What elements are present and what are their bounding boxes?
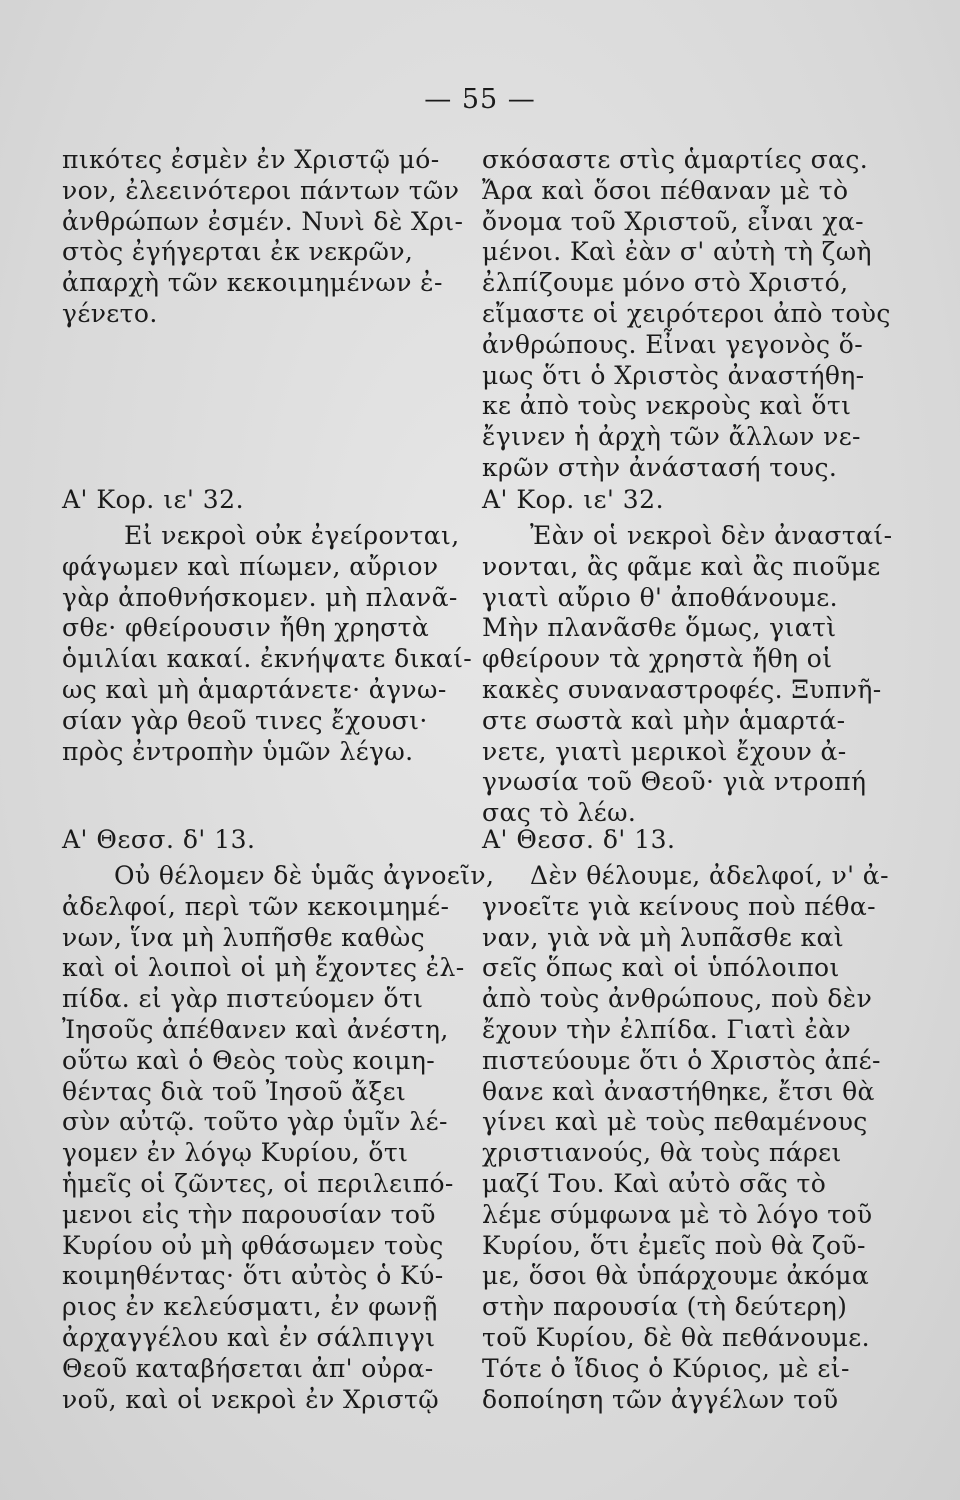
text-line: ὁμιλίαι κακαί. ἐκνήψατε δικαί-: [62, 644, 473, 674]
text-line: ἀδελφοί, περὶ τῶν κεκοιμημέ-: [62, 891, 450, 921]
text-line: ναν, γιὰ νὰ μὴ λυπᾶσθε καὶ: [482, 922, 845, 952]
text-line: Κυρίου, ὅτι ἐμεῖς ποὺ θὰ ζοῦ-: [482, 1230, 866, 1260]
text-line: ἔγινεν ἡ ἀρχὴ τῶν ἄλλων νε-: [482, 422, 861, 452]
text-line: Ἄρα καὶ ὅσοι πέθαναν μὲ τὸ: [482, 175, 849, 205]
text-line: γένετο.: [62, 298, 158, 328]
text-line: ριος ἐν κελεύσματι, ἐν φωνῇ: [62, 1292, 438, 1322]
text-line: ἔχουν τὴν ἐλπίδα. Γιατὶ ἐὰν: [482, 1014, 852, 1044]
left-intro-paragraph: [62, 145, 464, 330]
right-reference-2: Α' Θεσσ. δ' 13.: [482, 825, 676, 854]
text-line: γὰρ ἀποθνήσκομεν. μὴ πλανᾶ-: [62, 582, 458, 612]
text-line: ἀπὸ τοὺς ἀνθρώπους, ποὺ δὲν: [482, 984, 873, 1014]
text-line: πικότες ἐσμὲν ἐν Χριστῷ μό-: [62, 145, 440, 174]
text-line: πρὸς ἐντροπὴν ὑμῶν λέγω.: [62, 736, 414, 766]
text-line: στὸς ἐγήγερται ἐκ νεκρῶν,: [62, 237, 414, 267]
text-line: Δὲν θέλουμε, ἀδελφοί, ν' ἀ-: [530, 861, 889, 890]
text-line: Ἐὰν οἱ νεκροὶ δὲν ἀνασταί-: [530, 521, 893, 550]
text-line: σίαν γὰρ θεοῦ τινες ἔχουσι·: [62, 705, 428, 735]
text-line: μένοι. Καὶ ἐὰν σ' αὐτὴ τὴ ζωὴ: [482, 237, 872, 267]
text-line: νετε, γιατὶ μερικοὶ ἔχουν ἀ-: [482, 736, 847, 766]
text-line: φάγωμεν καὶ πίωμεν, αὔριον: [62, 551, 439, 581]
text-line: ὄνομα τοῦ Χριστοῦ, εἶναι χα-: [482, 206, 865, 236]
text-line: Εἰ νεκροὶ οὐκ ἐγείρονται,: [124, 521, 460, 550]
text-line: δοποίηση τῶν ἀγγέλων τοῦ: [482, 1384, 839, 1414]
text-line: νοῦ, καὶ οἱ νεκροὶ ἐν Χριστῷ: [62, 1384, 440, 1414]
text-line: μαζί Του. Καὶ αὐτὸ σᾶς τὸ: [482, 1168, 827, 1198]
text-line: οὕτω καὶ ὁ Θεὸς τοὺς κοιμη-: [62, 1045, 436, 1075]
text-line: φθείρουν τὰ χρηστὰ ἤθη οἱ: [482, 644, 833, 674]
text-line: νον, ἐλεεινότεροι πάντων τῶν: [62, 175, 460, 205]
text-line: λέμε σύμφωνα μὲ τὸ λόγο τοῦ: [482, 1199, 873, 1229]
left-verse-paragraph-2: [62, 861, 495, 1415]
text-line: Ἰησοῦς ἀπέθανεν καὶ ἀνέστη,: [62, 1014, 449, 1044]
text-line: κακὲς συναναστροφές. Ξυπνῆ-: [482, 674, 882, 704]
text-line: στὴν παρουσία (τὴ δεύτερη): [482, 1292, 848, 1322]
text-line: νων, ἵνα μὴ λυπῆσθε καθὼς: [62, 922, 426, 952]
text-line: Τότε ὁ ἴδιος ὁ Κύριος, μὲ εἰ-: [482, 1353, 850, 1383]
text-line: με, ὅσοι θὰ ὑπάρχουμε ἀκόμα: [482, 1261, 870, 1291]
text-line: ἀπαρχὴ τῶν κεκοιμημένων ἐ-: [62, 268, 443, 298]
right-verse-paragraph-1: [482, 521, 893, 829]
text-line: σθε· φθείρουσιν ἤθη χρηστὰ: [62, 613, 430, 643]
text-line: κρῶν στὴν ἀνάστασή τους.: [482, 452, 838, 482]
text-line: ἀνθρώπους. Εἶναι γεγονὸς ὅ-: [482, 329, 864, 359]
text-line: πιστεύουμε ὅτι ὁ Χριστὸς ἀπέ-: [482, 1045, 881, 1075]
text-line: γομεν ἐν λόγῳ Κυρίου, ὅτι: [62, 1138, 409, 1168]
page-number: — 55 —: [424, 84, 536, 115]
right-intro-paragraph: [482, 145, 891, 484]
text-line: γνωσία τοῦ Θεοῦ· γιὰ ντροπή: [482, 767, 867, 797]
text-line: σας τὸ λέω.: [482, 798, 637, 828]
text-line: Οὐ θέλομεν δὲ ὑμᾶς ἀγνοεῖν,: [114, 861, 495, 890]
text-line: μως ὅτι ὁ Χριστὸς ἀναστήθη-: [482, 360, 865, 390]
text-line: στε σωστὰ καὶ μὴν ἁμαρτά-: [482, 705, 846, 735]
text-line: γιατὶ αὔριο θ' ἀποθάνουμε.: [482, 582, 838, 612]
text-line: καὶ οἱ λοιποὶ οἱ μὴ ἔχοντες ἐλ-: [62, 953, 465, 983]
text-line: κοιμηθέντας· ὅτι αὐτὸς ὁ Κύ-: [62, 1261, 444, 1291]
text-line: ως καὶ μὴ ἁμαρτάνετε· ἀγνω-: [62, 674, 447, 704]
text-line: ἀρχαγγέλου καὶ ἐν σάλπιγγι: [62, 1322, 436, 1352]
text-line: Κυρίου οὐ μὴ φθάσωμεν τοὺς: [62, 1230, 444, 1260]
text-line: εἴμαστε οἱ χειρότεροι ἀπὸ τοὺς: [482, 298, 891, 328]
right-reference-1: Α' Κορ. ιε' 32.: [482, 485, 665, 514]
text-line: Μὴν πλανᾶσθε ὅμως, γιατὶ: [482, 613, 837, 643]
text-line: ἡμεῖς οἱ ζῶντες, οἱ περιλειπό-: [62, 1168, 454, 1198]
text-line: σὺν αὐτῷ. τοῦτο γὰρ ὑμῖν λέ-: [62, 1107, 448, 1137]
text-line: Θεοῦ καταβήσεται ἀπ' οὐρα-: [62, 1353, 434, 1383]
text-line: κε ἀπὸ τοὺς νεκροὺς καὶ ὅτι: [482, 391, 852, 421]
text-line: χριστιανούς, θὰ τοὺς πάρει: [482, 1138, 842, 1168]
text-line: πίδα. εἰ γὰρ πιστεύομεν ὅτι: [62, 984, 424, 1014]
text-line: γίνει καὶ μὲ τοὺς πεθαμένους: [482, 1107, 868, 1137]
left-reference-1: Α' Κορ. ιε' 32.: [62, 485, 245, 514]
text-line: σκόσαστε στὶς ἁμαρτίες σας.: [482, 145, 869, 174]
text-line: τοῦ Κυρίου, δὲ θὰ πεθάνουμε.: [482, 1322, 870, 1352]
text-line: σεῖς ὅπως καὶ οἱ ὑπόλοιποι: [482, 953, 840, 983]
left-verse-paragraph-1: [62, 521, 473, 767]
text-line: μενοι εἰς τὴν παρουσίαν τοῦ: [62, 1199, 436, 1229]
text-line: θανε καὶ ἀναστήθηκε, ἔτσι θὰ: [482, 1076, 875, 1106]
right-verse-paragraph-2: [482, 861, 887, 1415]
text-line: ἀνθρώπων ἐσμέν. Νυνὶ δὲ Χρι-: [62, 206, 464, 236]
text-line: ἐλπίζουμε μόνο στὸ Χριστό,: [482, 268, 849, 298]
left-reference-2: Α' Θεσσ. δ' 13.: [62, 825, 256, 854]
text-line: θέντας διὰ τοῦ Ἰησοῦ ἄξει: [62, 1076, 407, 1106]
text-line: νονται, ἂς φᾶμε καὶ ἂς πιοῦμε: [482, 551, 881, 581]
text-line: γνοεῖτε γιὰ κείνους ποὺ πέθα-: [482, 891, 877, 921]
